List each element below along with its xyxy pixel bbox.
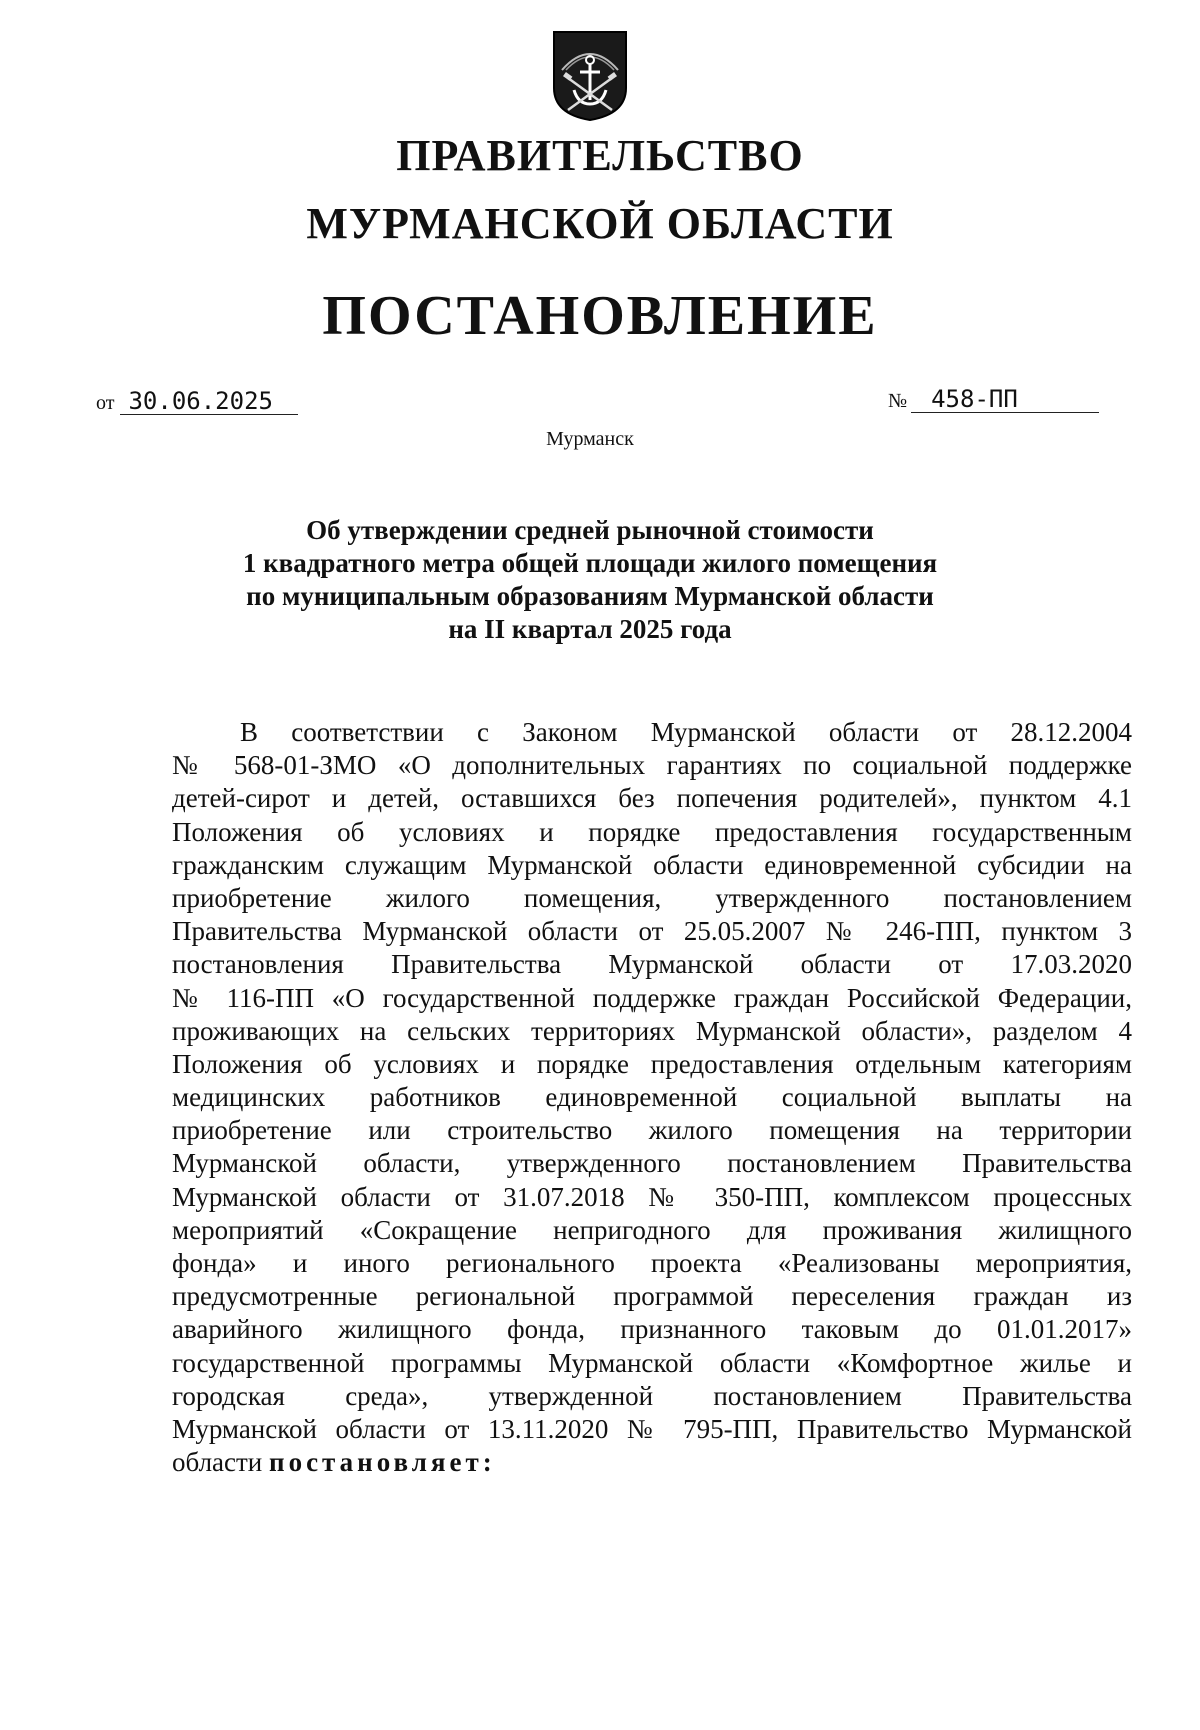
title-line: 1 квадратного метра общей площади жилого помещения bbox=[242, 548, 938, 578]
body-line: государственной программы Мурманской области «Комфортное жилье и bbox=[172, 1347, 1132, 1378]
body-line: проживающих на сельских территориях Мурманской области», разделом 4 bbox=[172, 1015, 1132, 1046]
body-line: Положения об условиях и порядке предоставления государственным bbox=[172, 816, 1132, 847]
authority-name-line2: МУРМАНСКОЙ ОБЛАСТИ bbox=[306, 199, 894, 248]
body-line: Мурманской области, утвержденного постановлением Правительства bbox=[172, 1148, 1132, 1179]
title-line: Об утверждении средней рыночной стоимости bbox=[306, 515, 874, 545]
body-line: Мурманской области от 13.11.2020 № 795-ПП, Правительство Мурманской bbox=[172, 1413, 1132, 1444]
date-prefix: от bbox=[96, 392, 115, 414]
number-prefix: № bbox=[888, 390, 908, 412]
body-line: приобретение жилого помещения, утвержденного постановлением bbox=[172, 882, 1132, 913]
body-line: аварийного жилищного фонда, признанного таковым до 01.01.2017» bbox=[172, 1314, 1132, 1345]
authority-name-line1: ПРАВИТЕЛЬСТВО bbox=[396, 131, 804, 180]
body-line: гражданским служащим Мурманской области единовременной субсидии на bbox=[172, 849, 1132, 880]
number-field bbox=[888, 386, 1099, 413]
body-line-closing bbox=[172, 1446, 1132, 1479]
document-title bbox=[220, 514, 960, 646]
title-line: на II квартал 2025 года bbox=[448, 614, 732, 644]
preamble-paragraph bbox=[172, 716, 1132, 1479]
body-line: Мурманской области от 31.07.2018 № 350-ПП, комплексом процессных bbox=[172, 1181, 1132, 1212]
body-line: № 116-ПП «О государственной поддержке граждан Российской Федерации, bbox=[172, 982, 1132, 1013]
body-line: В соответствии с Законом Мурманской области от 28.12.2004 bbox=[240, 717, 1132, 747]
closing-lead: области bbox=[172, 1447, 270, 1478]
date-field bbox=[96, 388, 298, 415]
body-line: городская среда», утвержденной постановлением Правительства bbox=[172, 1380, 1132, 1411]
body-line: постановления Правительства Мурманской области от 17.03.2020 bbox=[172, 949, 1132, 980]
issue-city: Мурманск bbox=[546, 428, 634, 450]
body-line: приобретение или строительство жилого помещения на территории bbox=[172, 1115, 1132, 1146]
document-type: ПОСТАНОВЛЕНИЕ bbox=[322, 285, 878, 347]
body-line: мероприятий «Сокращение непригодного для проживания жилищного bbox=[172, 1214, 1132, 1245]
resolves-word: постановляет: bbox=[269, 1447, 496, 1478]
body-line: медицинских работников единовременной социальной выплаты на bbox=[172, 1082, 1132, 1113]
title-line: по муниципальным образованиям Мурманской области bbox=[246, 581, 934, 611]
body-line: фонда» и иного регионального проекта «Реализованы мероприятия, bbox=[172, 1248, 1132, 1278]
body-line: предусмотренные региональной программой переселения граждан из bbox=[172, 1281, 1132, 1312]
document-date: 30.06.2025 bbox=[120, 388, 298, 415]
body-line: Правительства Мурманской области от 25.05.2007 № 246-ПП, пунктом 3 bbox=[172, 916, 1132, 947]
body-line: № 568-01-ЗМО «О дополнительных гарантиях по социальной поддержке bbox=[172, 750, 1132, 781]
document-number: 458-ПП bbox=[911, 386, 1099, 413]
body-line: Положения об условиях и порядке предоставления отдельным категориям bbox=[172, 1048, 1132, 1079]
body-line: детей-сирот и детей, оставшихся без попечения родителей», пунктом 4.1 bbox=[172, 783, 1132, 814]
coat-of-arms-icon bbox=[552, 30, 628, 122]
